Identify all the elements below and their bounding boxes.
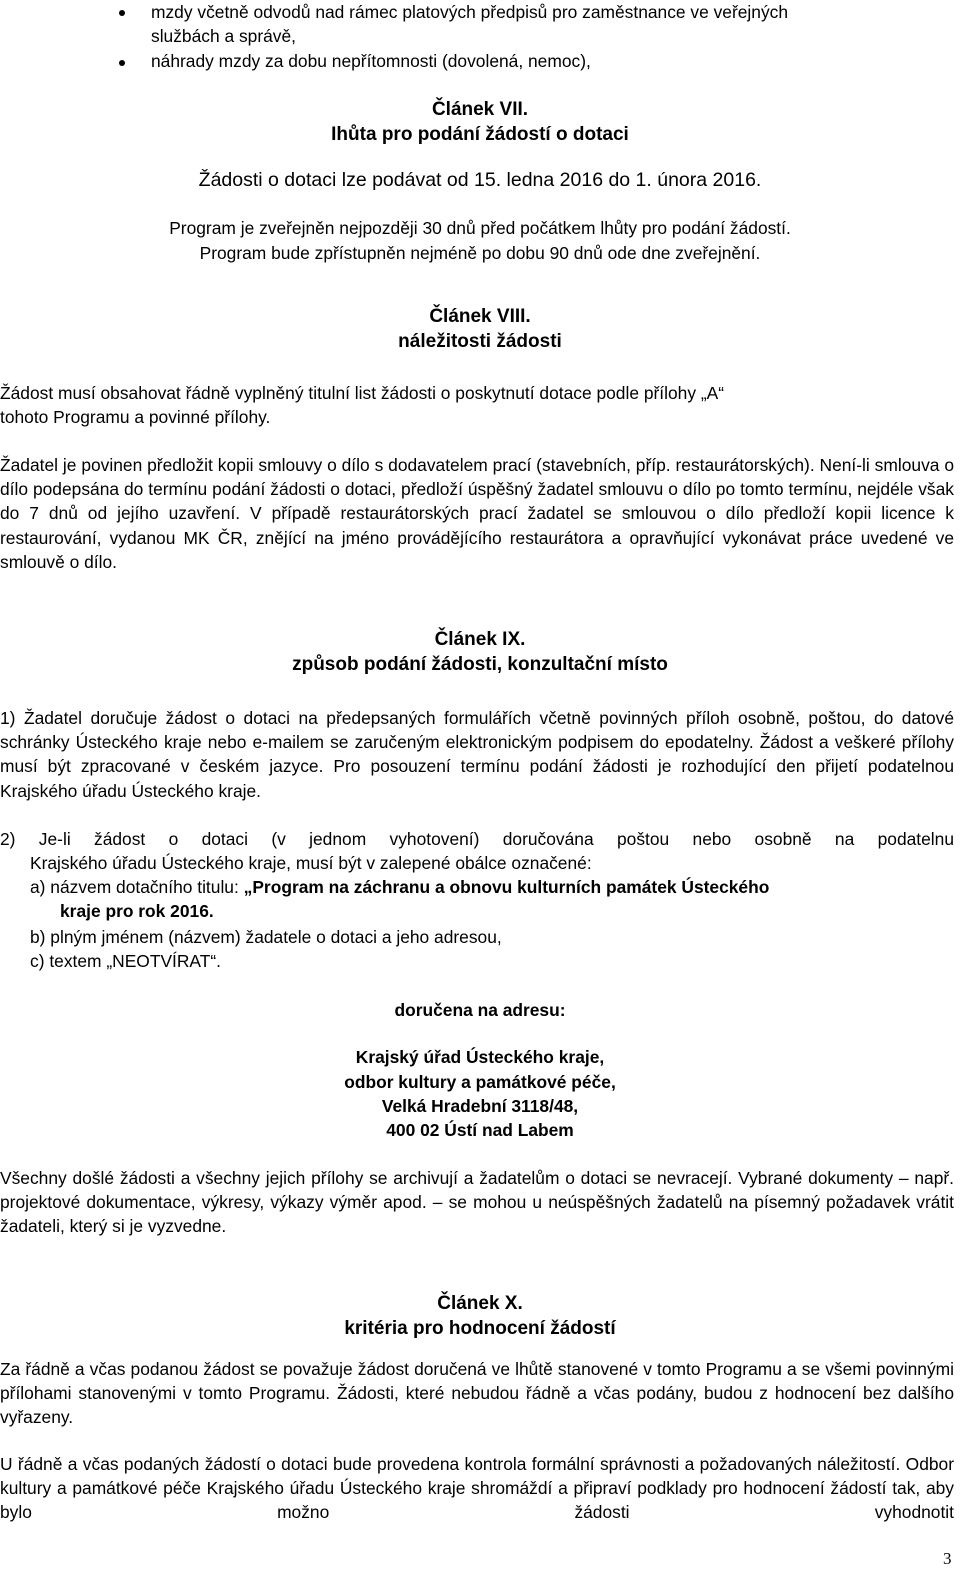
address-line-2: odbor kultury a památkové péče, xyxy=(344,1072,616,1092)
article-7-publication-2: Program bude zpřístupněn nejméně po dobu 90 dnů ode dne zveřejnění. xyxy=(199,243,761,263)
article-9-item-a xyxy=(30,875,954,899)
article-7-dates: Žádosti o dotaci lze podávat od 15. ledna 2016 do 1. února 2016. xyxy=(198,169,762,191)
article-8-paragraph-1-line-1: Žádost musí obsahovat řádně vyplněný titulní list žádosti o poskytnutí dotace podle přílohy „A“ xyxy=(0,383,725,403)
article-7-subheading: Ihůta pro podání žádostí o dotaci xyxy=(331,124,629,145)
page-number: 3 xyxy=(943,1549,952,1568)
address-line-4: 400 02 Ústí nad Labem xyxy=(386,1120,574,1140)
bullet-item-1-line-2: službách a správě, xyxy=(151,26,297,46)
article-10-paragraph-1: Za řádně a včas podanou žádost se považuje žádost doručená ve lhůtě stanovené v tomto Programu a se všemi povinnými přílohami stanovenými v tomto Programu. Žádosti, které nebudou řádně a včas podány, budou z hodnocení bez dalšího vyřazeny. xyxy=(0,1359,954,1428)
article-9-item-a-prefix: a) názvem dotačního titulu: xyxy=(30,877,244,897)
bullet-marker xyxy=(119,60,125,66)
article-10-subheading: kritéria pro hodnocení žádostí xyxy=(344,1318,616,1339)
article-9-heading: Článek IX. xyxy=(434,629,526,650)
address-line-1: Krajský úřad Ústeckého kraje, xyxy=(355,1047,605,1067)
article-10-heading: Článek X. xyxy=(437,1293,523,1314)
article-9-subheading: způsob podání žádosti, konzultační místo xyxy=(292,654,668,675)
address-line-3: Velká Hradební 3118/48, xyxy=(381,1096,579,1116)
bullet-item-2: náhrady mzdy za dobu nepřítomnosti (dovolená, nemoc), xyxy=(151,51,591,71)
article-8-paragraph-1-line-2: tohoto Programu a povinné přílohy. xyxy=(0,407,271,427)
article-9-paragraph-2-line-2: Krajského úřadu Ústeckého kraje, musí být v zalepené obálce označené: xyxy=(30,853,592,873)
article-8-heading: Článek VIII. xyxy=(429,306,531,327)
article-9-paragraph-2-line-1: 2) Je-li žádost o dotaci (v jednom vyhotovení) doručována poštou nebo osobně na podatelnu xyxy=(0,829,954,849)
delivery-label: doručena na adresu: xyxy=(394,1000,566,1020)
article-9-item-a-title-1: „Program na záchranu a obnovu kulturních památek Ústeckého xyxy=(243,877,770,897)
article-8-subheading: náležitosti žádosti xyxy=(398,331,562,352)
article-9-item-c: c) textem „NEOTVÍRAT“. xyxy=(30,951,221,971)
article-9-paragraph-3: Všechny došlé žádosti a všechny jejich přílohy se archivují a žadatelům o dotaci se nevracejí. Vybrané dokumenty – např. projektové dokumentace, výkresy, výkazy výměr apod. – se mohou u neúspěšných žadatelů na písemný požadavek vrátit žadateli, který si je vyzvedne. xyxy=(0,1168,954,1237)
bullet-item-1-line-1: mzdy včetně odvodů nad rámec platových předpisů pro zaměstnance ve veřejných xyxy=(151,2,789,22)
article-10-paragraph-2: U řádně a včas podaných žádostí o dotaci bude provedena kontrola formální správnosti a požadovaných náležitostí. Odbor kultury a památkové péče Krajského úřadu Ústeckého kraje shromáždí a připraví podklady pro hodnocení žádostí tak, aby bylo možno žádosti vyhodnotit xyxy=(0,1454,954,1523)
article-7-heading: Článek VII. xyxy=(431,99,529,120)
article-8-paragraph-2: Žadatel je povinen předložit kopii smlouvy o dílo s dodavatelem prací (stavebních, příp. restaurátorských). Není-li smlouva o dílo podepsána do termínu podání žádosti o dotaci, předloží úspěšný žadatel smlouvu o dílo po tomto termínu, nejdéle však do 7 dnů od jejího uzavření. V případě restaurátorských prací žadatel se smlouvou o dílo předloží kopii licence k restaurování, vydanou MK ČR, znějící na jméno provádějícího restaurátora a opravňující vykonávat práce uvedené ve smlouvě o dílo. xyxy=(0,455,954,572)
bullet-marker xyxy=(119,10,125,16)
article-7-publication-1: Program je zveřejněn nejpozději 30 dnů před počátkem lhůty pro podání žádostí. xyxy=(169,218,791,238)
article-9-item-b: b) plným jménem (názvem) žadatele o dotaci a jeho adresou, xyxy=(30,927,502,947)
article-9-item-a-title-2: kraje pro rok 2016. xyxy=(60,901,214,921)
article-9-paragraph-1: 1) Žadatel doručuje žádost o dotaci na předepsaných formulářích včetně povinných příloh osobně, poštou, do datové schránky Ústeckého kraje nebo e-mailem se zaručeným elektronickým podpisem do epodatelny. Žádost a veškeré přílohy musí být zpracované v českém jazyce. Pro posouzení termínu podání žádosti je rozhodující den přijetí podatelnou Krajského úřadu Ústeckého kraje. xyxy=(0,708,954,801)
